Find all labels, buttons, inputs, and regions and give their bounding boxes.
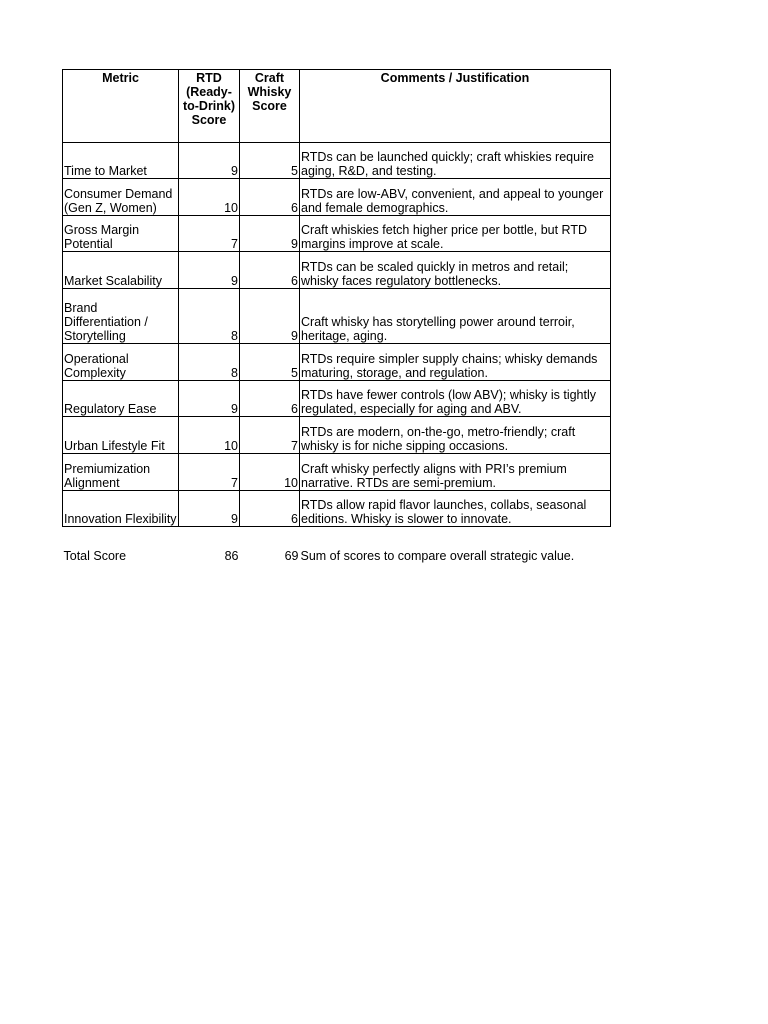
rtd-score-cell: 9 (179, 381, 240, 417)
craft-score-cell: 5 (240, 143, 300, 179)
rtd-score-cell: 7 (179, 216, 240, 252)
rtd-score-cell: 9 (179, 491, 240, 527)
rtd-score-cell: 9 (179, 143, 240, 179)
craft-score-cell: 6 (240, 252, 300, 289)
table-row (63, 143, 611, 179)
metric-cell: Gross Margin Potential (63, 216, 179, 252)
table-row (63, 216, 611, 252)
comment-cell: RTDs are modern, on-the-go, metro-friendly; craft whisky is for niche sipping occasions. (300, 417, 611, 454)
metric-cell: Premiumization Alignment (63, 454, 179, 491)
header-comments: Comments / Justification (300, 70, 611, 143)
craft-score-cell: 6 (240, 381, 300, 417)
craft-score-cell: 9 (240, 289, 300, 344)
table-row (63, 454, 611, 491)
craft-score-cell: 5 (240, 344, 300, 381)
craft-score-cell: 6 (240, 179, 300, 216)
craft-score-cell: 7 (240, 417, 300, 454)
total-row (63, 539, 611, 563)
total-label: Total Score (63, 549, 127, 563)
craft-score-cell: 10 (240, 454, 300, 491)
comment-cell: RTDs allow rapid flavor launches, collabs, seasonal editions. Whisky is slower to innovate. (300, 491, 611, 527)
metric-cell: Consumer Demand (Gen Z, Women) (63, 179, 179, 216)
table-row (63, 289, 611, 344)
craft-score-cell: 6 (240, 491, 300, 527)
metric-cell: Innovation Flexibility (63, 491, 179, 527)
table-row (63, 381, 611, 417)
header-row (63, 70, 611, 143)
total-rtd-score: 86 (224, 549, 239, 563)
metric-cell: Time to Market (63, 143, 179, 179)
rtd-score-cell: 8 (179, 289, 240, 344)
comment-cell: Craft whisky perfectly aligns with PRI’s premium narrative. RTDs are semi-premium. (300, 454, 611, 491)
table-row (63, 491, 611, 527)
comment-cell: RTDs have fewer controls (low ABV); whisky is tightly regulated, especially for aging and ABV. (300, 381, 611, 417)
comment-cell: RTDs are low-ABV, convenient, and appeal to younger and female demographics. (300, 179, 611, 216)
craft-score-cell: 9 (240, 216, 300, 252)
score-table (62, 69, 611, 563)
table-row (63, 344, 611, 381)
rtd-score-cell: 10 (179, 179, 240, 216)
metric-cell: Urban Lifestyle Fit (63, 417, 179, 454)
header-metric: Metric (63, 70, 179, 143)
comment-cell: RTDs require simpler supply chains; whisky demands maturing, storage, and regulation. (300, 344, 611, 381)
metric-cell: Brand Differentiation / Storytelling (63, 289, 179, 344)
rtd-score-cell: 8 (179, 344, 240, 381)
metric-cell: Regulatory Ease (63, 381, 179, 417)
table-row (63, 179, 611, 216)
header-craft-score: Craft Whisky Score (240, 70, 300, 143)
comment-cell: RTDs can be launched quickly; craft whiskies require aging, R&D, and testing. (300, 143, 611, 179)
metric-cell: Operational Complexity (63, 344, 179, 381)
table-body (63, 143, 611, 527)
comment-cell: Craft whisky has storytelling power around terroir, heritage, aging. (300, 289, 611, 344)
comment-cell: RTDs can be scaled quickly in metros and retail; whisky faces regulatory bottlenecks. (300, 252, 611, 289)
table-row (63, 252, 611, 289)
rtd-score-cell: 9 (179, 252, 240, 289)
metric-cell: Market Scalability (63, 252, 179, 289)
comment-cell: Craft whiskies fetch higher price per bottle, but RTD margins improve at scale. (300, 216, 611, 252)
header-rtd-score: RTD (Ready-to-Drink) Score (179, 70, 240, 143)
rtd-score-cell: 10 (179, 417, 240, 454)
table-row (63, 417, 611, 454)
total-craft-score: 69 (284, 549, 299, 563)
total-comment: Sum of scores to compare overall strategic value. (300, 549, 575, 563)
rtd-score-cell: 7 (179, 454, 240, 491)
